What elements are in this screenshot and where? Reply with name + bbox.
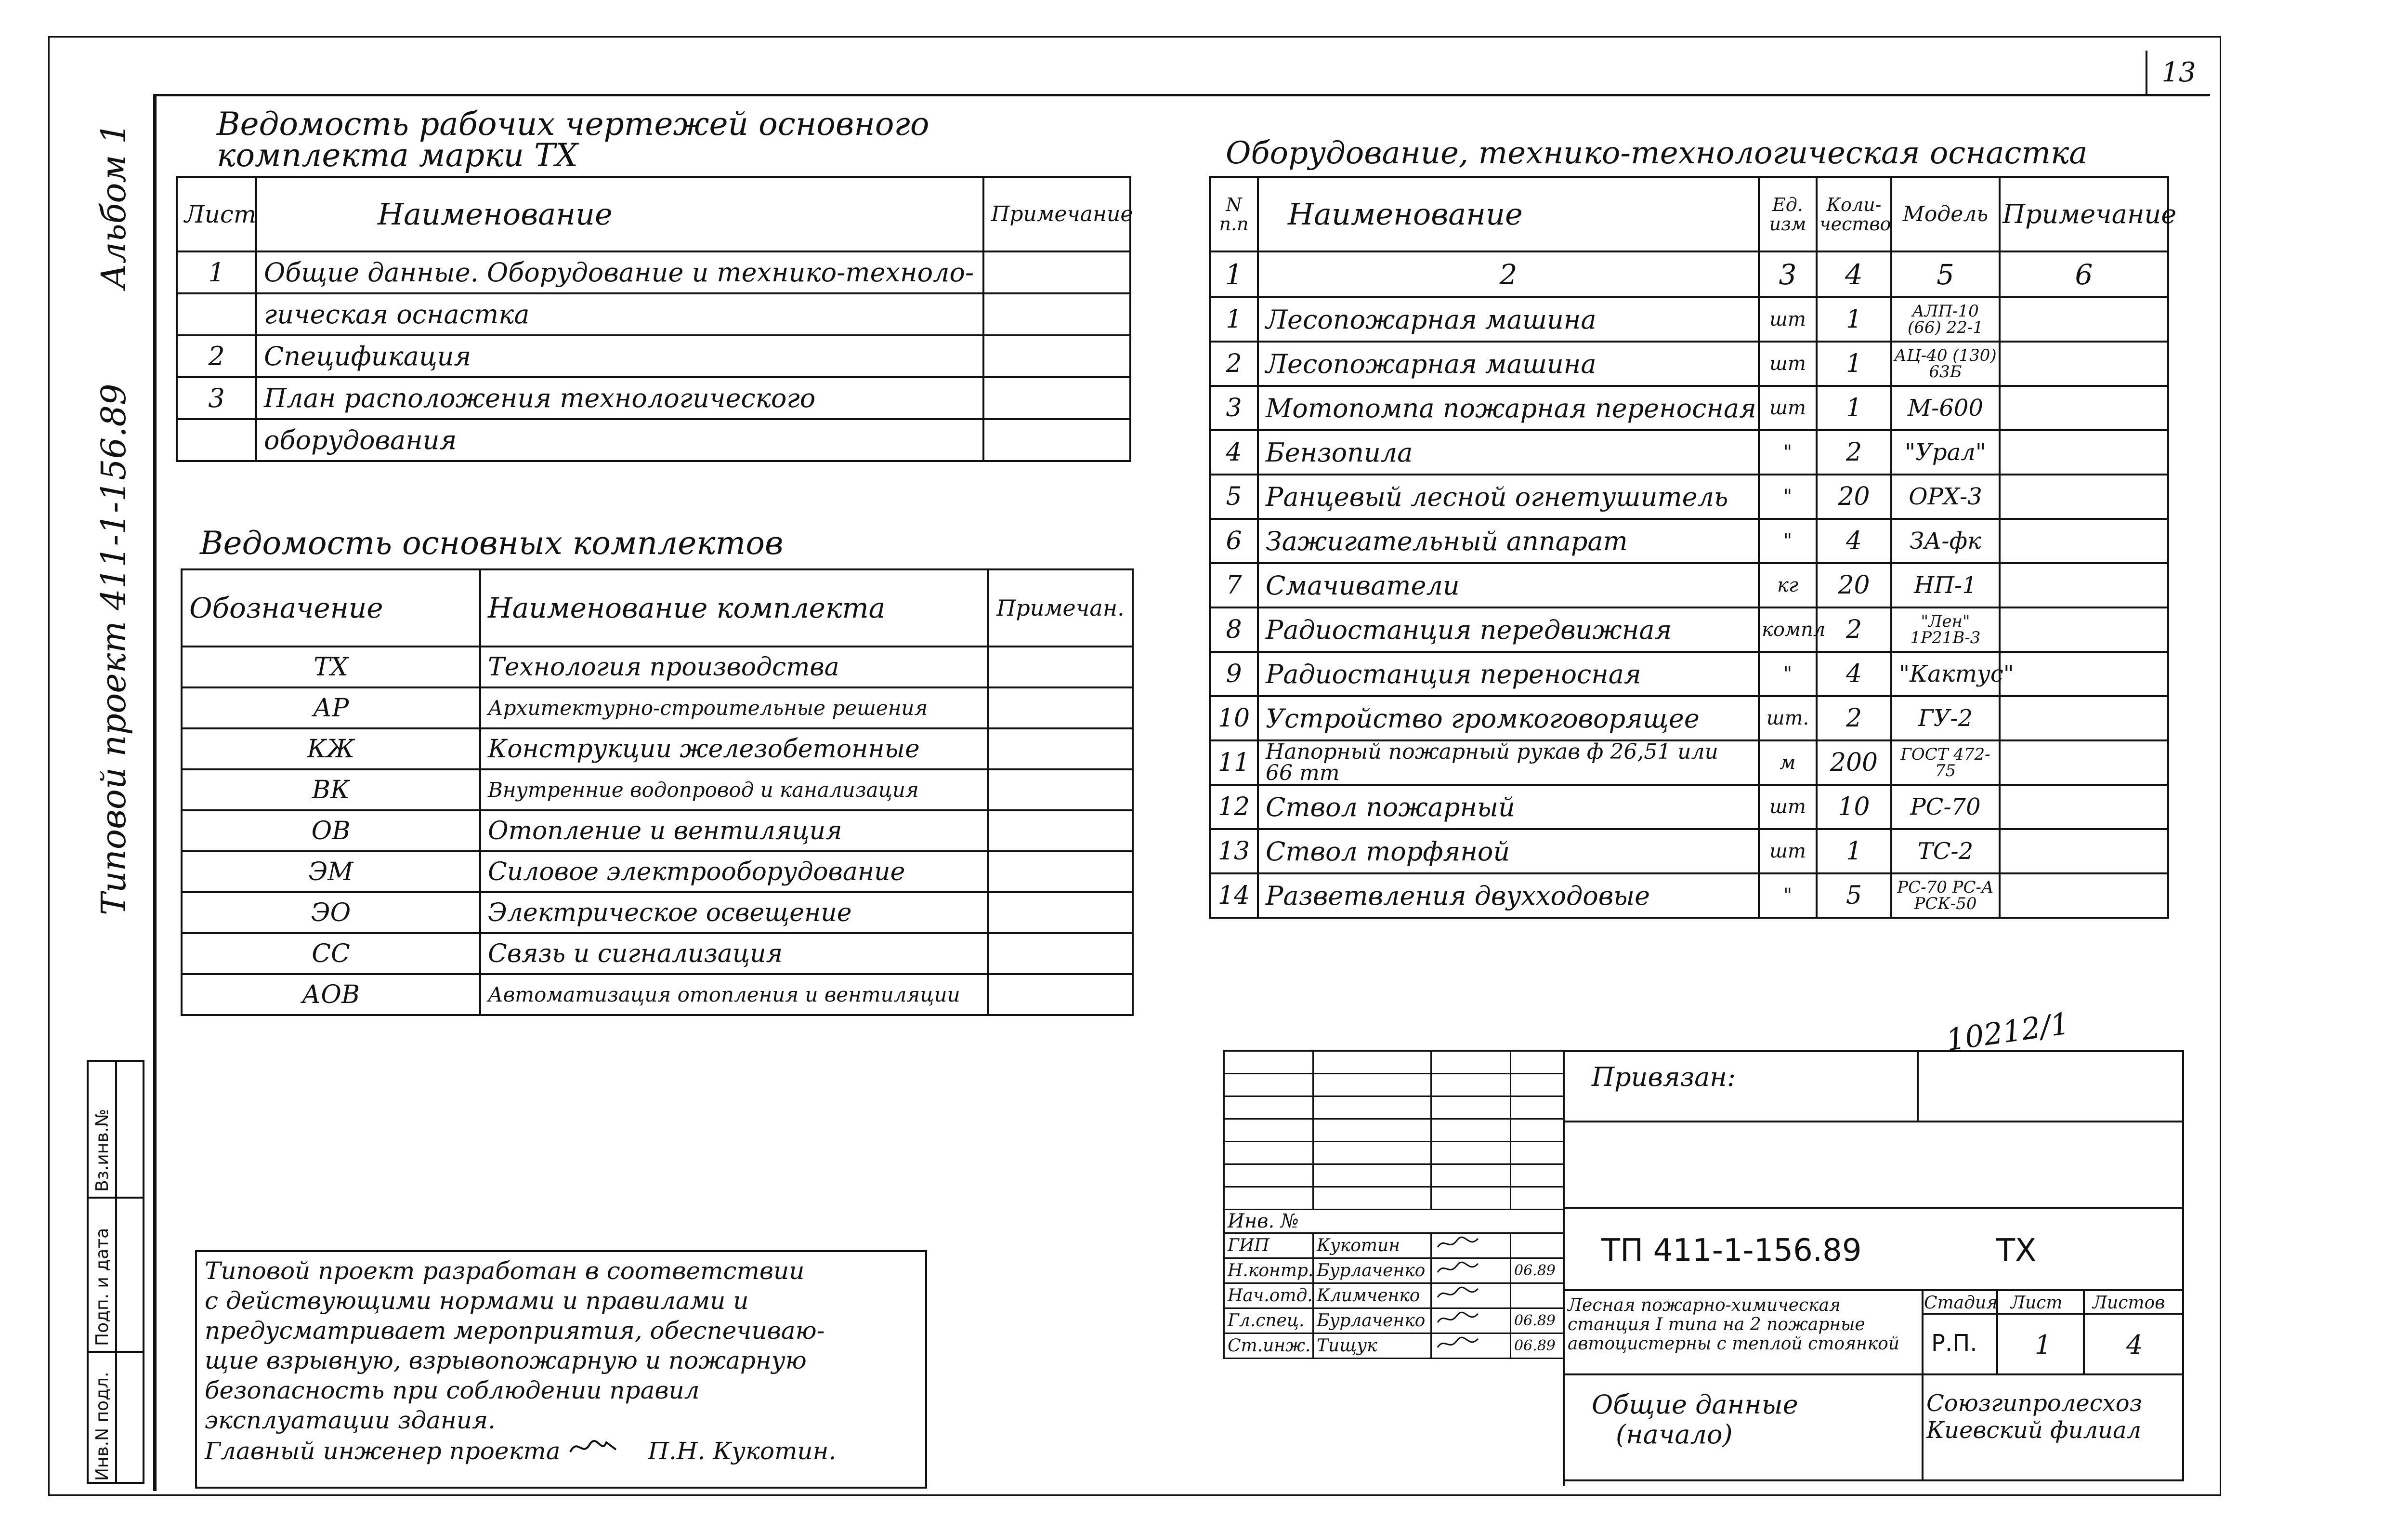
table-row: [177, 419, 1130, 461]
row-name: Силовое электрооборудование: [480, 851, 988, 892]
row-name: гическая оснастка: [256, 293, 983, 335]
cell-model: ГОСТ 472-75: [1891, 740, 2000, 785]
stamp-empty-row: [1224, 1142, 1564, 1164]
stamp-doc-title: Общие данные: [1592, 1389, 1798, 1420]
stamp-empty-row: [1224, 1096, 1564, 1119]
stamp-object-row: [1563, 1291, 2184, 1375]
cell-qty: 4: [1817, 519, 1891, 563]
cell-unit: ": [1759, 430, 1817, 475]
sheets-list-title-line2: комплекта марки ТХ: [217, 137, 578, 174]
row-name: Связь и сигнализация: [480, 933, 988, 974]
cell-name: Смачиватели: [1258, 563, 1759, 607]
table-row: [182, 647, 1133, 687]
cell-qty: 1: [1817, 342, 1891, 386]
side-stamp-boxes: [87, 1060, 144, 1484]
cell-unit: шт: [1759, 297, 1817, 342]
cell-model: РС-70 РС-А РСК-50: [1891, 873, 2000, 918]
table-row: [1210, 652, 2168, 696]
cell-qty: 1: [1817, 829, 1891, 873]
cell-note: [2000, 386, 2168, 430]
cell-qty: 200: [1817, 740, 1891, 785]
stamp-object-line: станция I типа на 2 пожарные: [1568, 1315, 1865, 1334]
stamp-sheet-label: Лист: [2011, 1293, 2063, 1313]
stamp-role: Нач.отд.: [1224, 1283, 1313, 1308]
table-row: [1210, 873, 2168, 918]
cell-unit: шт: [1759, 342, 1817, 386]
table-row: [182, 769, 1133, 810]
cell-model: ОРХ-3: [1891, 475, 2000, 519]
cell-model: НП-1: [1891, 563, 2000, 607]
row-code: СС: [182, 933, 480, 974]
cell-unit: ": [1759, 873, 1817, 918]
stamp-name: Бурлаченко: [1313, 1258, 1431, 1283]
side-box-sign-label: Подп. и дата: [92, 1227, 112, 1346]
table-row: [1210, 563, 2168, 607]
cell-model: "Кактус": [1891, 652, 2000, 696]
row-code: АР: [182, 687, 480, 728]
table-row: [177, 335, 1130, 377]
stamp-sheet-value: 1: [2035, 1330, 2052, 1360]
col-number: 3: [1759, 251, 1817, 297]
page-number: 13: [2146, 51, 2210, 96]
cell-model: "Лен" 1Р21В-3: [1891, 607, 2000, 652]
cell-model: ЗА-фк: [1891, 519, 2000, 563]
col-number: 5: [1891, 251, 2000, 297]
sets-list-table: [181, 568, 1134, 1016]
stamp-signature: [1431, 1308, 1511, 1333]
cell-unit: ": [1759, 652, 1817, 696]
table-row: [1210, 785, 2168, 829]
row-sheet: 3: [177, 377, 256, 419]
row-name: оборудования: [256, 419, 983, 461]
stamp-role: Н.контр.: [1224, 1258, 1313, 1283]
cell-num: 1: [1210, 297, 1258, 342]
cell-note: [2000, 696, 2168, 740]
header-note: Примечание: [983, 177, 1130, 251]
header-model: Модель: [1891, 177, 2000, 251]
stamp-staff-row: [1224, 1283, 1564, 1308]
cell-model: ТС-2: [1891, 829, 2000, 873]
stamp-empty-row: [1224, 1074, 1564, 1096]
stamp-date: [1511, 1233, 1564, 1258]
table-row: [1210, 696, 2168, 740]
row-name: Автоматизация отопления и вентиляции: [480, 974, 988, 1015]
cell-name: Радиостанция переносная: [1258, 652, 1759, 696]
table-row: [182, 728, 1133, 769]
row-code: ТХ: [182, 647, 480, 687]
row-name: План расположения технологического: [256, 377, 983, 419]
header-note: Примечан.: [988, 569, 1133, 647]
cell-name: Ранцевый лесной огнетушитель: [1258, 475, 1759, 519]
title-block: [1223, 1050, 2186, 1486]
stamp-tied-box: [1563, 1050, 2184, 1122]
side-box-vzinv-label: Вз.инв.№: [92, 1109, 112, 1192]
table-row: [182, 974, 1133, 1015]
table-row: [1210, 829, 2168, 873]
header-unit: Ед. изм: [1759, 177, 1817, 251]
cell-name: Разветвления двухходовые: [1258, 873, 1759, 918]
cell-note: [2000, 829, 2168, 873]
row-name: Спецификация: [256, 335, 983, 377]
cell-model: АЛП-10 (66) 22-1: [1891, 297, 2000, 342]
cell-unit: шт: [1759, 829, 1817, 873]
cell-qty: 20: [1817, 563, 1891, 607]
stamp-role: Ст.инж.: [1224, 1333, 1313, 1359]
side-album-label: Альбом 1: [94, 122, 133, 289]
cell-model: "Урал": [1891, 430, 2000, 475]
cell-num: 5: [1210, 475, 1258, 519]
stamp-tied-label: Привязан:: [1592, 1062, 1736, 1092]
stamp-name: Климченко: [1313, 1283, 1431, 1308]
cell-num: 13: [1210, 829, 1258, 873]
cell-name: Устройство громкоговорящее: [1258, 696, 1759, 740]
cell-qty: 2: [1817, 430, 1891, 475]
cell-num: 6: [1210, 519, 1258, 563]
header-name: Наименование: [1258, 177, 1759, 251]
header-num: N п.п: [1210, 177, 1258, 251]
table-row: [1210, 475, 2168, 519]
row-code: ЭМ: [182, 851, 480, 892]
header-sheet: Лист: [177, 177, 256, 251]
stamp-empty-row: [1224, 1119, 1564, 1142]
cell-num: 12: [1210, 785, 1258, 829]
cell-num: 3: [1210, 386, 1258, 430]
cell-unit: компл: [1759, 607, 1817, 652]
equipment-title: Оборудование, технико-технологическая оснастка: [1226, 135, 2088, 171]
col-number: 6: [2000, 251, 2168, 297]
cell-unit: кг: [1759, 563, 1817, 607]
sets-list-title: Ведомость основных комплектов: [200, 525, 784, 562]
cell-num: 8: [1210, 607, 1258, 652]
col-number: 2: [1258, 251, 1759, 297]
table-row: [182, 687, 1133, 728]
note-line: с действующими нормами и правилами и: [205, 1287, 749, 1315]
table-row: [182, 810, 1133, 851]
cell-note: [2000, 563, 2168, 607]
note-line: эксплуатации здания.: [205, 1406, 496, 1434]
col-number: 4: [1817, 251, 1891, 297]
stamp-signature: [1431, 1233, 1511, 1258]
cell-note: [2000, 607, 2168, 652]
cell-note: [2000, 430, 2168, 475]
cell-qty: 2: [1817, 696, 1891, 740]
stamp-staff-row: [1224, 1233, 1564, 1258]
table-row: [1210, 740, 2168, 785]
cell-name: Мотопомпа пожарная переносная: [1258, 386, 1759, 430]
stamp-grid: [1223, 1050, 1564, 1359]
stamp-stage-value: Р.П.: [1931, 1330, 1977, 1357]
header-name: Наименование: [256, 177, 983, 251]
row-sheet: [177, 419, 256, 461]
side-project-label: Типовой проект 411-1-156.89: [94, 383, 133, 915]
cell-num: 11: [1210, 740, 1258, 785]
stamp-org: Союзгипролесхоз: [1926, 1390, 2142, 1417]
table-row: [182, 892, 1133, 933]
stamp-code-row: [1563, 1207, 2184, 1291]
table-row: [1210, 607, 2168, 652]
stamp-staff-row: [1224, 1333, 1564, 1359]
stamp-role: ГИП: [1224, 1233, 1313, 1258]
row-code: КЖ: [182, 728, 480, 769]
cell-name: Ствол торфяной: [1258, 829, 1759, 873]
stamp-sheets-label: Листов: [2093, 1293, 2165, 1313]
cell-note: [2000, 652, 2168, 696]
stamp-staff-row: [1224, 1258, 1564, 1283]
row-name: Электрическое освещение: [480, 892, 988, 933]
note-line: безопасность при соблюдении правил: [205, 1376, 700, 1404]
row-name: Общие данные. Оборудование и технико-техноло-: [256, 251, 983, 293]
cell-unit: м: [1759, 740, 1817, 785]
stamp-object-line: Лесная пожарно-химическая: [1568, 1295, 1841, 1315]
cell-qty: 4: [1817, 652, 1891, 696]
stamp-date: 06.89: [1511, 1258, 1564, 1283]
cell-note: [2000, 740, 2168, 785]
stamp-staff-row: [1224, 1308, 1564, 1333]
cell-name: Радиостанция передвижная: [1258, 607, 1759, 652]
cell-note: [2000, 785, 2168, 829]
cell-qty: 5: [1817, 873, 1891, 918]
table-row: [177, 293, 1130, 335]
cell-unit: шт: [1759, 785, 1817, 829]
row-name: Отопление и вентиляция: [480, 810, 988, 851]
cell-num: 14: [1210, 873, 1258, 918]
cell-num: 7: [1210, 563, 1258, 607]
cell-name: Лесопожарная машина: [1258, 342, 1759, 386]
header-note: Примечание: [2000, 177, 2168, 251]
sheets-list-title-line1: Ведомость рабочих чертежей основного: [217, 106, 929, 143]
cell-model: М-600: [1891, 386, 2000, 430]
handwritten-mark: 10212/1: [1944, 1005, 2072, 1058]
table-row: [1210, 386, 2168, 430]
cell-unit: шт.: [1759, 696, 1817, 740]
table-row: [182, 851, 1133, 892]
signature-scribble: [568, 1435, 640, 1466]
cell-qty: 20: [1817, 475, 1891, 519]
header-set-name: Наименование комплекта: [480, 569, 988, 647]
stamp-empty-row: [1224, 1164, 1564, 1187]
stamp-stage-label: Стадия: [1924, 1293, 1998, 1313]
header-code: Обозначение: [182, 569, 480, 647]
note-signature-name: П.Н. Кукотин.: [648, 1437, 837, 1465]
cell-name: Напорный пожарный рукав ф 26,51 или 66 mm: [1258, 740, 1759, 785]
stamp-signature: [1431, 1283, 1511, 1308]
table-row: [1210, 430, 2168, 475]
table-row: [182, 933, 1133, 974]
cell-name: Зажигательный аппарат: [1258, 519, 1759, 563]
cell-note: [2000, 873, 2168, 918]
stamp-doc-subtitle: (начало): [1616, 1419, 1733, 1450]
stamp-mark: ТХ: [1996, 1233, 2036, 1268]
note-box: [195, 1250, 927, 1489]
note-line: предусматривает мероприятия, обеспечиваю-: [205, 1317, 825, 1345]
cell-num: 10: [1210, 696, 1258, 740]
cell-num: 4: [1210, 430, 1258, 475]
cell-qty: 1: [1817, 297, 1891, 342]
row-sheet: [177, 293, 256, 335]
sheets-list-table: [176, 176, 1131, 462]
cell-model: РС-70: [1891, 785, 2000, 829]
row-sheet: 2: [177, 335, 256, 377]
stamp-name: Бурлаченко: [1313, 1308, 1431, 1333]
cell-qty: 10: [1817, 785, 1891, 829]
cell-unit: ": [1759, 475, 1817, 519]
cell-num: 9: [1210, 652, 1258, 696]
cell-name: Лесопожарная машина: [1258, 297, 1759, 342]
stamp-sheets-value: 4: [2126, 1330, 2143, 1360]
note-signature-line: Главный инженер проекта: [205, 1437, 561, 1465]
row-code: ВК: [182, 769, 480, 810]
row-name: Технология производства: [480, 647, 988, 687]
row-sheet: 1: [177, 251, 256, 293]
stamp-signature: [1431, 1258, 1511, 1283]
cell-qty: 1: [1817, 386, 1891, 430]
stamp-object-line: автоцистерны с теплой стоянкой: [1568, 1334, 1899, 1354]
stamp-role: Гл.спец.: [1224, 1308, 1313, 1333]
row-name: Конструкции железобетонные: [480, 728, 988, 769]
header-qty: Коли-чество: [1817, 177, 1891, 251]
stamp-empty-row: [1224, 1051, 1564, 1074]
stamp-date: [1511, 1283, 1564, 1308]
stamp-inv-label: Инв. №: [1224, 1210, 1564, 1233]
row-name: Архитектурно-строительные решения: [480, 687, 988, 728]
note-line: Типовой проект разработан в соответствии: [205, 1257, 805, 1285]
cell-model: АЦ-40 (130) 63Б: [1891, 342, 2000, 386]
col-number: 1: [1210, 251, 1258, 297]
column-numbers-row: [1210, 251, 2168, 297]
row-code: АОВ: [182, 974, 480, 1015]
cell-qty: 2: [1817, 607, 1891, 652]
cell-note: [2000, 297, 2168, 342]
cell-unit: шт: [1759, 386, 1817, 430]
table-row: [177, 251, 1130, 293]
cell-note: [2000, 342, 2168, 386]
stamp-date: 06.89: [1511, 1333, 1564, 1359]
cell-model: ГУ-2: [1891, 696, 2000, 740]
row-code: ЭО: [182, 892, 480, 933]
cell-name: Бензопила: [1258, 430, 1759, 475]
stamp-doc-code: ТП 411-1-156.89: [1601, 1233, 1862, 1268]
stamp-org-branch: Киевский филиал: [1926, 1417, 2142, 1444]
cell-name: Ствол пожарный: [1258, 785, 1759, 829]
side-box-inv-label: Инв.N подл.: [92, 1372, 112, 1481]
table-row: [177, 377, 1130, 419]
stamp-title-row: [1563, 1375, 2184, 1481]
cell-note: [2000, 475, 2168, 519]
note-line: щие взрывную, взрывопожарную и пожарную: [205, 1346, 807, 1374]
row-code: ОВ: [182, 810, 480, 851]
stamp-date: 06.89: [1511, 1308, 1564, 1333]
cell-unit: ": [1759, 519, 1817, 563]
cell-num: 2: [1210, 342, 1258, 386]
stamp-name: Кукотин: [1313, 1233, 1431, 1258]
stamp-signature: [1431, 1333, 1511, 1359]
stamp-name: Тищук: [1313, 1333, 1431, 1359]
table-row: [1210, 342, 2168, 386]
table-row: [1210, 519, 2168, 563]
stamp-empty-row: [1224, 1187, 1564, 1210]
cell-note: [2000, 519, 2168, 563]
table-row: [1210, 297, 2168, 342]
row-name: Внутренние водопровод и канализация: [480, 769, 988, 810]
equipment-table: [1209, 176, 2177, 919]
